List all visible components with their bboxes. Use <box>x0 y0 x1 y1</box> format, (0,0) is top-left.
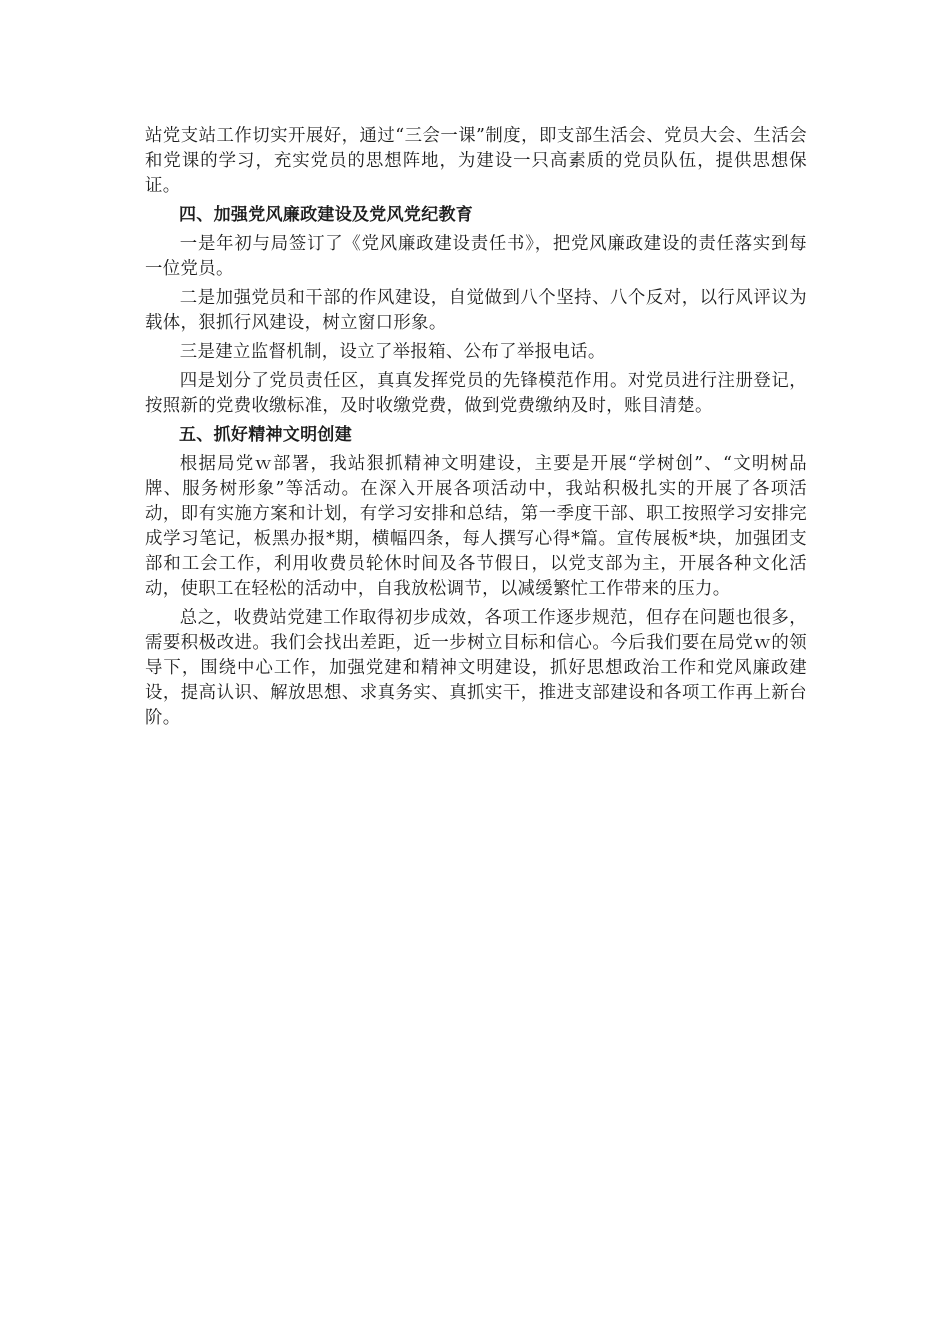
paragraph: 一是年初与局签订了《党风廉政建设责任书》，把党风廉政建设的责任落实到每一位党员。 <box>145 234 807 279</box>
document-page <box>145 124 807 735</box>
paragraph-conclusion: 总之，收费站党建工作取得初步成效，各项工作逐步规范，但存在问题也很多，需要积极改进。我们会找出差距，近一步树立目标和信心。今后我们要在局党ｗ的领导下，围绕中心工作，加强党建和精神文明建设，抓好思想政治工作和党风廉政建设，提高认识、解放思想、求真务实、真抓实干，推进支部建设和各项工作再上新台阶。 <box>145 608 807 728</box>
section-heading-4: 四、加强党风廉政建设及党风党纪教育 <box>179 205 474 225</box>
paragraph: 三是建立监督机制，设立了举报箱、公布了举报电话。 <box>179 342 606 362</box>
paragraph: 根据局党ｗ部署，我站狠抓精神文明建设，主要是开展“学树创”、“文明树品牌、服务树形象”等活动。在深入开展各项活动中，我站积极扎实的开展了各项活动，即有实施方案和计划，有学习安排和总结，第一季度干部、职工按照学习安排完成学习笔记，板黑办报*期，横幅四条，每人撰写心得*篇。宣传展板*块，加强团支部和工会工作，利用收费员轮休时间及各节假日，以党支部为主，开展各种文化活动，使职工在轻松的活动中，自我放松调节，以减缓繁忙工作带来的压力。 <box>145 454 807 599</box>
paragraph: 四是划分了党员责任区，真真发挥党员的先锋模范作用。对党员进行注册登记，按照新的党费收缴标准，及时收缴党费，做到党费缴纳及时，账目清楚。 <box>145 371 807 416</box>
section-heading-5: 五、抓好精神文明创建 <box>179 425 352 445</box>
paragraph-continuation: 站党支站工作切实开展好，通过“三会一课”制度，即支部生活会、党员大会、生活会和党课的学习，充实党员的思想阵地，为建设一只高素质的党员队伍，提供思想保证。 <box>145 126 807 196</box>
paragraph: 二是加强党员和干部的作风建设，自觉做到八个坚持、八个反对，以行风评议为载体，狠抓行风建设，树立窗口形象。 <box>145 288 807 333</box>
